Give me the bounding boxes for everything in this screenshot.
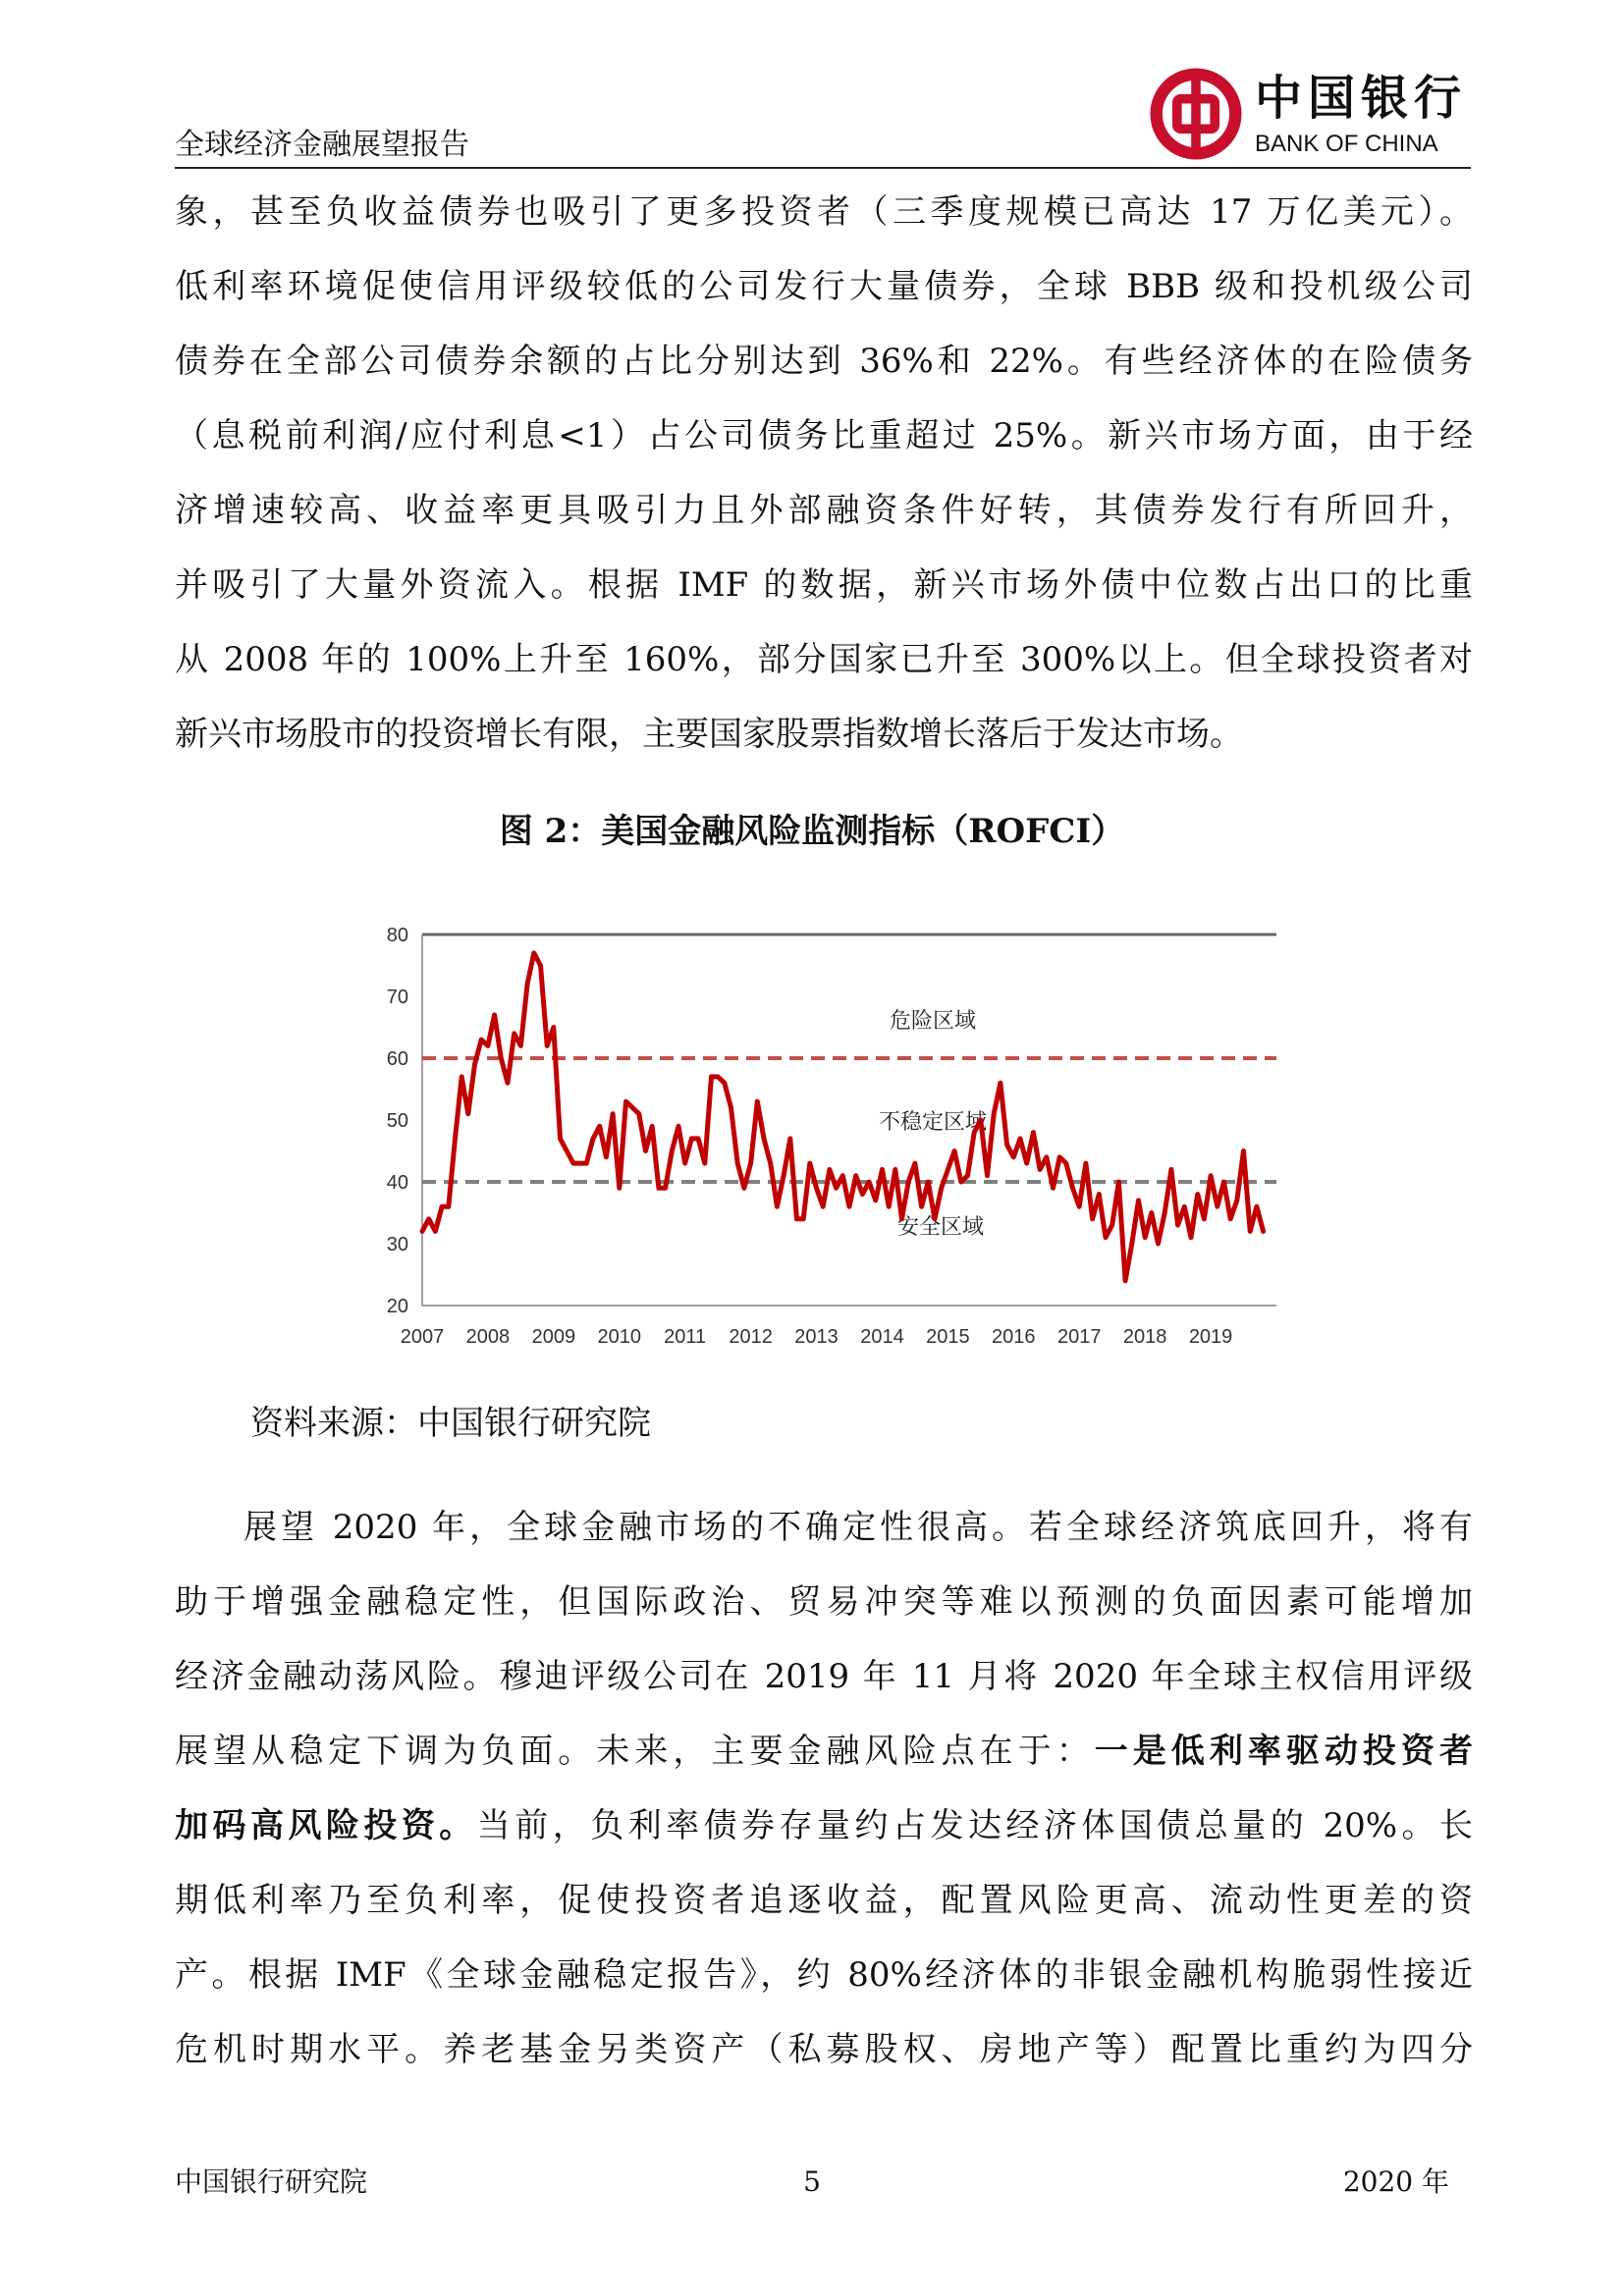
text-run: 展望从稳定下调为负面。未来，主要金融风险点在于：	[175, 1732, 1095, 1771]
x-tick-label: 2013	[794, 1326, 839, 1348]
report-title: 全球经济金融展望报告	[175, 128, 469, 162]
x-tick-label: 2009	[531, 1326, 576, 1348]
safe-zone-label: 安全区域	[896, 1214, 985, 1239]
x-tick-label: 2012	[729, 1326, 773, 1348]
y-tick-label: 30	[386, 1234, 408, 1255]
x-tick-label: 2011	[664, 1326, 707, 1348]
bank-of-china-logo	[1149, 67, 1473, 165]
rofci-line-chart	[373, 913, 1296, 1355]
text-line: 债券在全部公司债券余额的占比分别达到 36%和 22%。有些经济体的在险债务	[175, 342, 1473, 381]
text-line: 产。根据 IMF《全球金融稳定报告》，约 80%经济体的非银金融机构脆弱性接近	[175, 1955, 1473, 1995]
page-number: 5	[803, 2165, 821, 2198]
x-tick-label: 2014	[860, 1326, 904, 1348]
text-run: 当前，负利率债券存量约占发达经济体国债总量的 20%。长	[476, 1806, 1473, 1845]
text-line: 助于增强金融稳定性，但国际政治、贸易冲突等难以预测的负面因素可能增加	[175, 1582, 1473, 1622]
footer-year: 2020 年	[1342, 2165, 1449, 2198]
footer-institution: 中国银行研究院	[175, 2165, 368, 2198]
x-tick-label: 2015	[926, 1326, 970, 1348]
x-tick-label: 2010	[597, 1326, 642, 1348]
x-tick-label: 2019	[1188, 1326, 1233, 1348]
x-tick-label: 2008	[465, 1326, 511, 1348]
y-tick-label: 60	[386, 1048, 408, 1070]
bank-emblem-icon	[1149, 67, 1243, 161]
text-line: 期低利率乃至负利率，促使投资者追逐收益，配置风险更高、流动性更差的资	[175, 1881, 1473, 1920]
text-line: 经济金融动荡风险。穆迪评级公司在 2019 年 11 月将 2020 年全球主权信用评级	[175, 1657, 1473, 1696]
text-line: 危机时期水平。养老基金另类资产（私募股权、房地产等）配置比重约为四分	[175, 2030, 1473, 2069]
danger-zone-label: 危险区域	[889, 1008, 977, 1033]
text-line: 低利率环境促使信用评级较低的公司发行大量债券，全球 BBB 级和投机级公司	[175, 267, 1473, 306]
figure-title: 图 2：美国金融风险监测指标（ROFCI）	[499, 812, 1125, 851]
unstable-zone-label: 不稳定区域	[878, 1109, 988, 1134]
y-tick-label: 70	[386, 987, 408, 1008]
text-line	[175, 1789, 1473, 1863]
text-line: 从 2008 年的 100%上升至 160%，部分国家已升至 300%以上。但全球投资者对	[175, 640, 1473, 679]
text-line: 展望 2020 年，全球金融市场的不确定性很高。若全球经济筑底回升，将有	[244, 1508, 1473, 1547]
figure-source: 资料来源：中国银行研究院	[250, 1404, 651, 1443]
text-line: 济增速较高、收益率更具吸引力且外部融资条件好转，其债券发行有所回升，	[175, 491, 1473, 530]
bold-text: 一是低利率驱动投资者	[1094, 1732, 1474, 1771]
text-line: 新兴市场股市的投资增长有限，主要国家股票指数增长落后于发达市场。	[175, 715, 1243, 754]
logo-english-text: BANK OF CHINA	[1255, 131, 1438, 157]
x-tick-label: 2016	[992, 1326, 1036, 1348]
rofci-series-line	[422, 953, 1264, 1281]
text-line: （息税前利润/应付利息<1）占公司债务比重超过 25%。新兴市场方面，由于经	[175, 416, 1473, 455]
x-tick-label: 2018	[1122, 1326, 1167, 1348]
text-line: 象，甚至负收益债券也吸引了更多投资者（三季度规模已高达 17 万亿美元）。	[175, 192, 1473, 232]
y-tick-label: 40	[386, 1172, 408, 1194]
header-divider	[175, 167, 1471, 169]
y-tick-label: 80	[386, 925, 408, 946]
x-tick-label: 2007	[400, 1326, 445, 1348]
text-line	[175, 1714, 1473, 1789]
logo-chinese-text: 中国银行	[1255, 71, 1468, 126]
paragraph-2	[175, 1490, 1473, 2087]
text-line: 并吸引了大量外资流入。根据 IMF 的数据，新兴市场外债中位数占出口的比重	[175, 565, 1473, 605]
bold-text: 加码高风险投资。	[175, 1806, 477, 1845]
x-tick-label: 2017	[1056, 1326, 1102, 1348]
paragraph-1	[175, 175, 1473, 772]
y-tick-label: 50	[386, 1110, 408, 1132]
y-tick-label: 20	[386, 1296, 408, 1317]
